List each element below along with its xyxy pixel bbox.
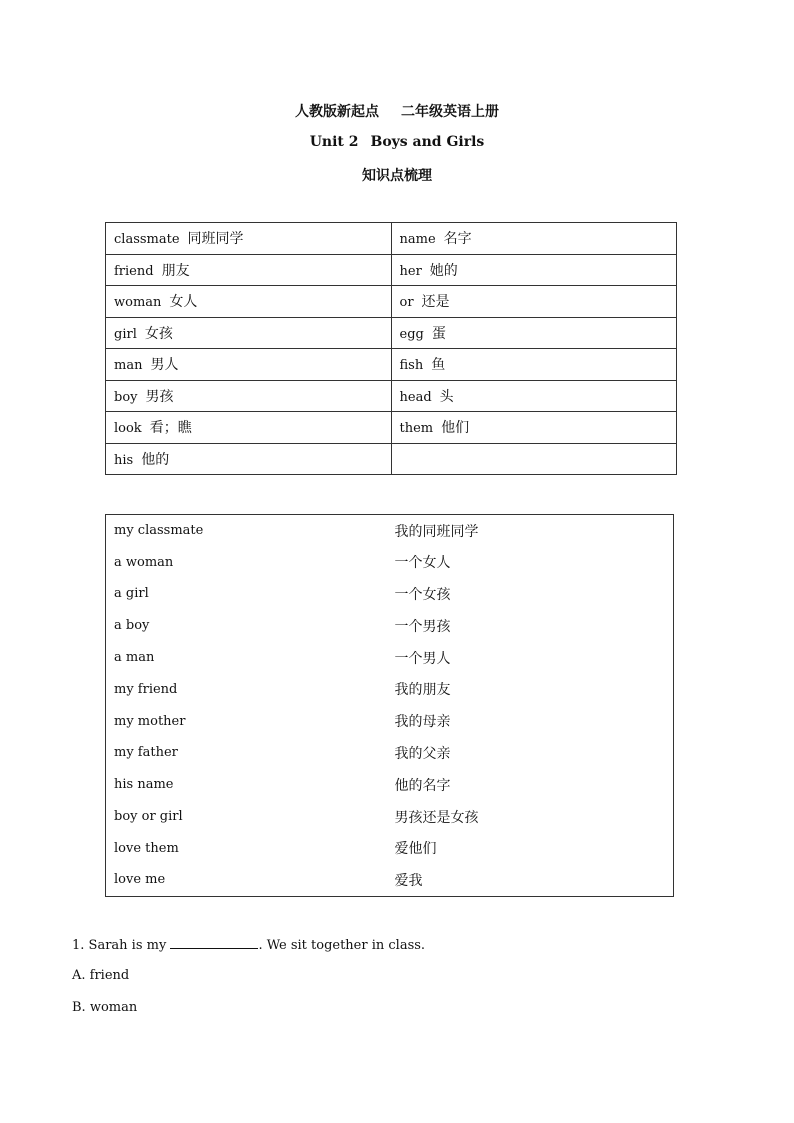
unit-title: Boys and Girls [370, 134, 485, 150]
table-row [106, 578, 674, 610]
vocab-cell [106, 223, 392, 255]
phrase-chinese: 爱我 [394, 872, 423, 889]
phrase-chinese: 我的朋友 [394, 682, 451, 699]
phrase-english: a boy [114, 618, 150, 634]
phrase-chinese: 一个女人 [394, 555, 451, 572]
vocab-meaning: 朋友 [161, 262, 190, 279]
vocab-cell [106, 349, 392, 381]
vocabulary-table [105, 222, 677, 475]
vocab-meaning: 同班同学 [187, 231, 244, 248]
vocab-meaning: 还是 [421, 294, 450, 311]
publisher-label: 人教版新起点 [295, 104, 379, 120]
table-row [106, 546, 674, 578]
vocab-word: boy [114, 389, 138, 405]
option-a: A. friend [72, 968, 130, 983]
table-row [106, 801, 674, 833]
phrase-chinese: 我的同班同学 [394, 523, 479, 540]
vocab-word: name [399, 232, 436, 248]
phrase-english: a man [114, 650, 155, 666]
vocab-cell [391, 223, 677, 255]
vocab-word: woman [114, 295, 162, 311]
vocab-meaning: 名字 [443, 231, 472, 248]
table-row [106, 443, 677, 475]
table-row [106, 412, 677, 444]
phrase-english: my friend [114, 681, 178, 697]
phrase-english: love them [114, 840, 179, 856]
question-1 [72, 936, 425, 953]
question-1-prefix: 1. Sarah is my [72, 938, 167, 953]
phrase-english: my father [114, 745, 178, 761]
table-row [106, 864, 674, 896]
vocab-word: his [114, 452, 134, 468]
table-row [106, 705, 674, 737]
unit-heading [0, 134, 794, 150]
table-row [106, 515, 674, 547]
vocab-cell [391, 254, 677, 286]
vocab-cell [391, 349, 677, 381]
vocab-word: friend [114, 263, 154, 279]
vocab-word: man [114, 358, 143, 374]
phrase-chinese: 一个男人 [394, 650, 451, 667]
table-row [106, 610, 674, 642]
table-row [106, 769, 674, 801]
table-row [106, 317, 677, 349]
vocab-word: look [114, 421, 142, 437]
vocab-meaning: 她的 [429, 262, 458, 279]
phrases-table [105, 514, 674, 897]
phrase-english: my mother [114, 713, 186, 729]
grade-label: 二年级英语上册 [401, 104, 499, 120]
table-row [106, 737, 674, 769]
table-row [106, 349, 677, 381]
vocab-word: head [399, 389, 432, 405]
vocab-cell [391, 412, 677, 444]
unit-number: Unit 2 [309, 134, 359, 150]
phrase-chinese: 我的父亲 [394, 745, 451, 762]
vocab-cell [391, 317, 677, 349]
vocab-meaning: 他们 [441, 420, 470, 437]
table-row [106, 254, 677, 286]
vocab-word: girl [114, 326, 137, 342]
table-row [106, 832, 674, 864]
vocab-meaning: 鱼 [431, 357, 446, 374]
vocab-cell [106, 254, 392, 286]
table-row [106, 380, 677, 412]
vocab-meaning: 蛋 [431, 325, 446, 342]
vocab-word: fish [399, 358, 424, 374]
section-heading: 知识点梳理 [362, 168, 432, 184]
vocab-word: classmate [114, 232, 180, 248]
vocab-cell [391, 380, 677, 412]
answer-blank [170, 936, 258, 949]
vocab-meaning: 他的 [141, 451, 170, 468]
vocab-word: egg [399, 326, 424, 342]
vocab-meaning: 头 [439, 388, 454, 405]
phrase-english: boy or girl [114, 809, 183, 825]
vocab-meaning: 看；瞧 [149, 420, 192, 437]
vocab-cell [106, 286, 392, 318]
phrase-english: a girl [114, 586, 149, 602]
phrase-chinese: 我的母亲 [394, 714, 451, 731]
vocab-meaning: 男人 [150, 357, 179, 374]
phrase-english: my classmate [114, 523, 204, 539]
phrase-chinese: 男孩还是女孩 [394, 809, 479, 826]
phrase-chinese: 一个女孩 [394, 586, 451, 603]
phrase-chinese: 他的名字 [394, 777, 451, 794]
vocab-cell [106, 443, 392, 475]
option-b: B. woman [72, 1000, 138, 1015]
vocab-word: or [399, 295, 414, 311]
vocab-word: her [399, 263, 422, 279]
phrase-chinese: 爱他们 [394, 841, 437, 858]
phrase-english: a woman [114, 554, 174, 570]
vocab-meaning: 男孩 [145, 388, 174, 405]
table-row [106, 223, 677, 255]
phrase-english: love me [114, 872, 166, 888]
phrase-english: his name [114, 777, 174, 793]
vocab-word: them [399, 421, 434, 437]
table-row [106, 642, 674, 674]
phrase-chinese: 一个男孩 [394, 618, 451, 635]
vocab-cell [106, 412, 392, 444]
document-title [0, 101, 794, 121]
vocab-meaning: 女人 [169, 294, 198, 311]
question-1-suffix: . We sit together in class. [258, 938, 426, 953]
vocab-cell [106, 380, 392, 412]
vocab-cell [391, 286, 677, 318]
vocab-meaning: 女孩 [144, 325, 173, 342]
vocab-cell [391, 443, 677, 475]
vocab-cell [106, 317, 392, 349]
table-row [106, 673, 674, 705]
table-row [106, 286, 677, 318]
